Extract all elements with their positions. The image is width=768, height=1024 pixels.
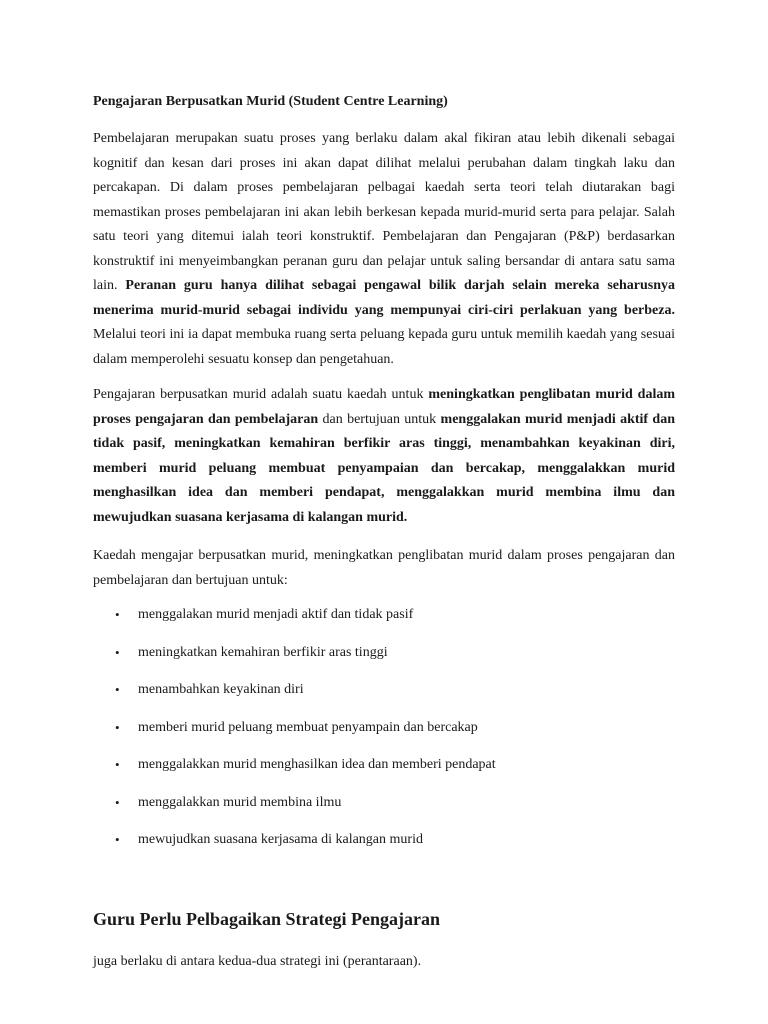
paragraph-intro — [93, 127, 675, 372]
list-item-text: meningkatkan kemahiran berfikir aras tinggi — [138, 644, 388, 660]
list-item-text: menggalakkan murid membina ilmu — [138, 794, 342, 810]
list-item — [93, 678, 675, 716]
list-item — [93, 828, 675, 866]
paragraph-definition-bold-2: menggalakan murid menjadi aktif dan tidak pasif, meningkatkan kemahiran berfikir aras tinggi, menambahkan keyakinan diri, memberi murid peluang membuat penyampaian dan bercakap, menggalakkan murid menghasilkan idea dan memberi pendapat, menggalakkan murid membina ilmu dan mewujudkan suasana kerjasama di kalangan murid. — [93, 411, 675, 525]
paragraph-intro-text: Pembelajaran merupakan suatu proses yang berlaku dalam akal fikiran atau lebih dikenali sebagai kognitif dan kesan dari proses ini akan dapat dilihat melalui perubahan dalam tingkah laku dan percakapan. Di dalam proses pembelajaran pelbagai kaedah serta teori telah diutarakan bagi memastikan proses pembelajaran ini akan lebih berkesan kepada murid-murid serta para pelajar. Salah satu teori yang ditemui ialah teori konstruktif. Pembelajaran dan Pengajaran (P&P) berdasarkan konstruktif ini menyeimbangkan peranan guru dan pelajar untuk saling bersandar di antara satu sama lain. — [93, 131, 675, 293]
paragraph-method: Kaedah mengajar berpusatkan murid, meningkatkan penglibatan murid dalam proses pengajaran dan pembelajaran dan bertujuan untuk: — [93, 548, 675, 588]
paragraph-definition-text-1: Pengajaran berpusatkan murid adalah suatu kaedah untuk — [93, 387, 429, 402]
objectives-list — [93, 603, 675, 866]
bullet-icon: • — [115, 794, 120, 810]
paragraph-intro-bold: Peranan guru hanya dilihat sebagai pengawal bilik darjah selain mereka seharusnya menerima murid-murid sebagai individu yang mempunyai ciri-ciri perlakuan yang berbeza. — [93, 278, 676, 318]
list-item-text: memberi murid peluang membuat penyampain dan bercakap — [138, 719, 478, 735]
list-item-text: menambahkan keyakinan diri — [138, 682, 304, 697]
list-item — [93, 753, 675, 791]
paragraph-definition — [93, 383, 675, 530]
document-title: Pengajaran Berpusatkan Murid (Student Centre Learning) — [93, 94, 448, 109]
list-item-text: menggalakkan murid menghasilkan idea dan memberi pendapat — [138, 757, 496, 772]
bullet-icon: • — [115, 607, 120, 622]
list-item — [93, 791, 675, 829]
bullet-icon: • — [115, 644, 120, 660]
paragraph-intro-text-end: Melalui teori ini ia dapat membuka ruang serta peluang kepada guru untuk memilih kaedah yang sesuai dalam memperolehi sesuatu konsep dan pengetahuan. — [93, 327, 675, 367]
list-item-text: menggalakan murid menjadi aktif dan tidak pasif — [138, 607, 414, 622]
bullet-icon: • — [115, 682, 120, 697]
list-item-text: mewujudkan suasana kerjasama di kalangan murid — [138, 832, 423, 847]
list-item — [93, 716, 675, 754]
list-item — [93, 641, 675, 679]
bullet-icon: • — [115, 757, 120, 772]
list-item — [93, 603, 675, 641]
paragraph-definition-text-2: dan bertujuan untuk — [318, 411, 441, 427]
document-page — [93, 92, 675, 988]
bullet-icon: • — [115, 719, 120, 735]
section-heading: Guru Perlu Pelbagaikan Strategi Pengajaran — [93, 908, 440, 929]
paragraph-definition-bold-1: meningkatkan penglibatan murid dalam proses pengajaran dan pembelajaran — [93, 387, 676, 427]
closing-line: juga berlaku di antara kedua-dua strategi ini (perantaraan). — [93, 953, 422, 969]
bullet-icon: • — [115, 832, 120, 847]
